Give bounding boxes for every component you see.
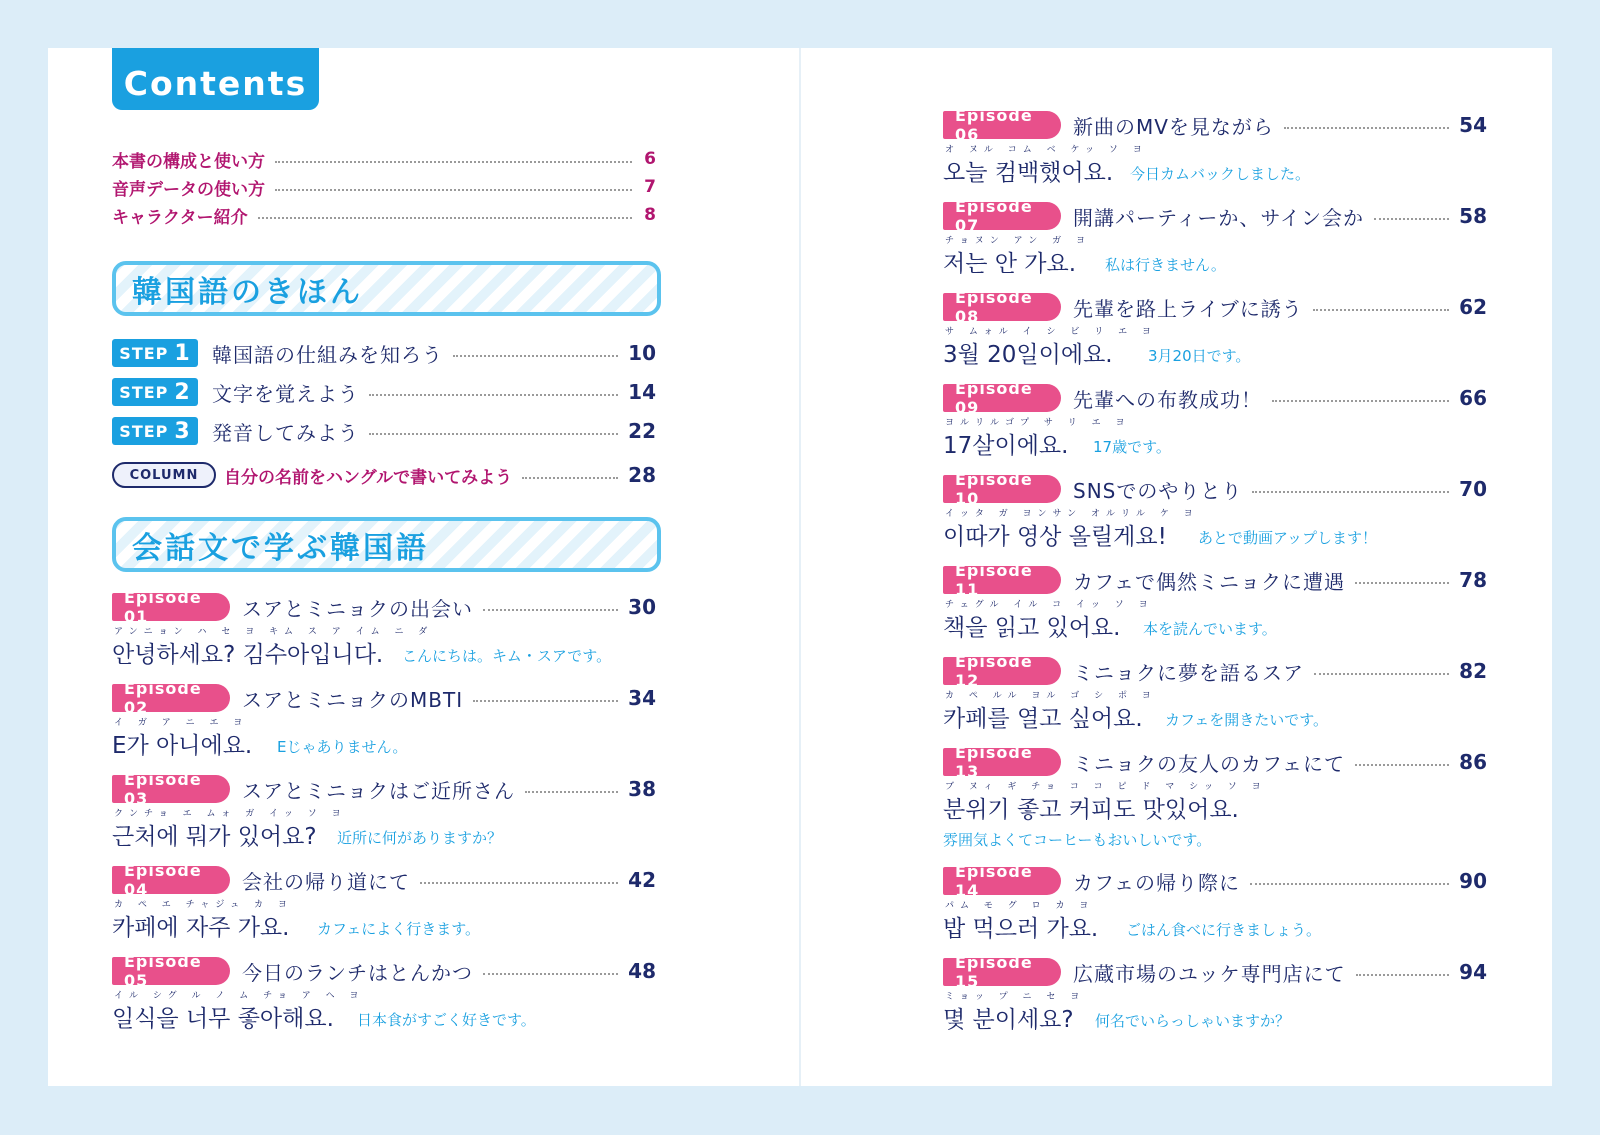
episode-badge: Episode 02 bbox=[112, 684, 230, 712]
toc-page-number: 62 bbox=[1459, 295, 1487, 319]
korean-phrase: 카페를 열고 싶어요. bbox=[943, 706, 1143, 732]
toc-entry-episode[interactable] bbox=[943, 470, 1487, 562]
korean-phrase: 3월 20일이에요. bbox=[943, 342, 1113, 368]
toc-entry-title: SNSでのやりとり bbox=[1073, 478, 1243, 503]
section-heading-basics bbox=[112, 261, 661, 316]
ruby-reading: イ ガ ア ニ エ ヨ bbox=[114, 718, 249, 728]
toc-entry-episode[interactable] bbox=[943, 379, 1487, 471]
ruby-reading: イル シグ ル ノ ム チョ ア ヘ ヨ bbox=[114, 991, 365, 1001]
japanese-translation: こんにちは。キム・スアです。 bbox=[402, 647, 612, 665]
leader-dots bbox=[275, 189, 632, 191]
episode-badge: Episode 07 bbox=[943, 202, 1061, 230]
toc-entry-title: 韓国語の仕組みを知ろう bbox=[212, 342, 443, 367]
episode-badge: Episode 01 bbox=[112, 593, 230, 621]
toc-page-number: 54 bbox=[1459, 113, 1487, 137]
korean-phrase: 안녕하세요? 김수아입니다. bbox=[112, 642, 384, 668]
toc-page-number: 70 bbox=[1459, 477, 1487, 501]
book-gutter bbox=[799, 48, 801, 1086]
toc-entry-episode[interactable] bbox=[943, 288, 1487, 380]
japanese-translation: 今日カムバックしました。 bbox=[1130, 165, 1311, 183]
korean-phrase: 밥 먹으러 가요. bbox=[943, 916, 1099, 942]
toc-entry-intro[interactable] bbox=[112, 202, 656, 228]
toc-entry-step[interactable] bbox=[112, 416, 656, 446]
japanese-translation: ごはん食べに行きましょう。 bbox=[1126, 921, 1322, 939]
toc-entry-title: 自分の名前をハングルで書いてみよう bbox=[224, 467, 513, 488]
leader-dots bbox=[525, 791, 618, 793]
japanese-translation: 私は行きません。 bbox=[1105, 256, 1226, 274]
toc-page-number: 30 bbox=[628, 595, 656, 619]
toc-entry-episode[interactable] bbox=[943, 953, 1487, 1045]
leader-dots bbox=[1250, 883, 1449, 885]
leader-dots bbox=[1313, 309, 1449, 311]
korean-phrase: 이따가 영상 올릴게요! bbox=[943, 524, 1167, 550]
ruby-reading: カ ペ ルル ヨル ゴ シ ポ ヨ bbox=[945, 691, 1157, 701]
toc-entry-title: 本書の構成と使い方 bbox=[112, 151, 265, 172]
korean-phrase: 몇 분이세요? bbox=[943, 1007, 1074, 1033]
toc-entry-title: スアとミニョクのMBTI bbox=[242, 687, 464, 712]
episode-badge: Episode 09 bbox=[943, 384, 1061, 412]
toc-entry-title: ミニョクの友人のカフェにて bbox=[1073, 751, 1345, 776]
episode-badge: Episode 15 bbox=[943, 958, 1061, 986]
leader-dots bbox=[1356, 974, 1450, 976]
toc-entry-episode[interactable] bbox=[943, 652, 1487, 744]
japanese-translation: カフェを開きたいです。 bbox=[1165, 711, 1329, 729]
toc-page-number: 10 bbox=[628, 341, 656, 365]
toc-page-number: 66 bbox=[1459, 386, 1487, 410]
japanese-translation: 3月20日です。 bbox=[1148, 347, 1251, 365]
episode-badge: Episode 11 bbox=[943, 566, 1061, 594]
ruby-reading: パム モ グ ロ カ ヨ bbox=[945, 901, 1095, 911]
ruby-reading: ヨルリルゴプ サ リ エ ヨ bbox=[945, 418, 1131, 428]
japanese-translation: カフェによく行きます。 bbox=[317, 920, 481, 938]
toc-entry-episode[interactable] bbox=[112, 588, 656, 680]
leader-dots bbox=[1272, 400, 1449, 402]
section-heading-conversation bbox=[112, 517, 661, 572]
toc-entry-title: キャラクター紹介 bbox=[112, 207, 248, 228]
toc-entry-title: 会社の帰り道にて bbox=[242, 869, 410, 894]
leader-dots bbox=[1314, 673, 1449, 675]
toc-page-number: 8 bbox=[644, 205, 656, 225]
japanese-translation: あとで動画アップします！ bbox=[1198, 529, 1377, 547]
korean-phrase: E가 아니에요. bbox=[112, 733, 253, 759]
toc-page-number: 90 bbox=[1459, 869, 1487, 893]
toc-page-number: 86 bbox=[1459, 750, 1487, 774]
toc-entry-title: 今日のランチはとんかつ bbox=[242, 960, 473, 985]
toc-page-number: 78 bbox=[1459, 568, 1487, 592]
ruby-reading: ブ ヌィ ギ チョ コ コ ピ ド マ シッ ソ ヨ bbox=[945, 782, 1267, 792]
ruby-reading: オ ヌル コム ベ ケッ ソ ヨ bbox=[945, 145, 1148, 155]
section-title: 会話文で学ぶ韓国語 bbox=[132, 530, 429, 566]
leader-dots bbox=[258, 217, 632, 219]
leader-dots bbox=[483, 609, 618, 611]
step-badge: STEP 1 bbox=[112, 339, 198, 367]
toc-entry-intro[interactable] bbox=[112, 174, 656, 200]
toc-entry-title: スアとミニョクの出会い bbox=[242, 596, 473, 621]
step-badge: STEP 2 bbox=[112, 378, 198, 406]
episode-badge: Episode 10 bbox=[943, 475, 1061, 503]
leader-dots bbox=[1355, 764, 1449, 766]
toc-entry-episode[interactable] bbox=[112, 679, 656, 771]
toc-entry-title: 新曲のMVを見ながら bbox=[1073, 114, 1274, 139]
episode-badge: Episode 13 bbox=[943, 748, 1061, 776]
japanese-translation: 何名でいらっしゃいますか？ bbox=[1095, 1012, 1291, 1030]
toc-entry-title: スアとミニョクはご近所さん bbox=[242, 778, 515, 803]
leader-dots bbox=[483, 973, 618, 975]
toc-entry-title: 文字を覚えよう bbox=[212, 381, 359, 406]
ruby-reading: チェグル イル コ イッ ソ ヨ bbox=[945, 600, 1154, 610]
leader-dots bbox=[1284, 127, 1449, 129]
episode-badge: Episode 05 bbox=[112, 957, 230, 985]
toc-page-number: 22 bbox=[628, 419, 656, 443]
korean-phrase: 카페에 자주 가요. bbox=[112, 915, 290, 941]
toc-page-number: 6 bbox=[644, 149, 656, 169]
korean-phrase: 일식을 너무 좋아해요. bbox=[112, 1006, 334, 1032]
toc-entry-episode[interactable] bbox=[943, 106, 1487, 198]
toc-page-number: 28 bbox=[628, 463, 656, 487]
episode-badge: Episode 08 bbox=[943, 293, 1061, 321]
toc-entry-episode[interactable] bbox=[943, 561, 1487, 653]
toc-entry-intro[interactable] bbox=[112, 146, 656, 172]
section-title: 韓国語のきほん bbox=[132, 274, 363, 310]
ruby-reading: チョヌン アン ガ ヨ bbox=[945, 236, 1091, 246]
korean-phrase: 17살이에요. bbox=[943, 433, 1069, 459]
step-badge: STEP 3 bbox=[112, 417, 198, 445]
episode-badge: Episode 06 bbox=[943, 111, 1061, 139]
toc-entry-title: 音声データの使い方 bbox=[112, 179, 265, 200]
episode-badge: Episode 14 bbox=[943, 867, 1061, 895]
toc-page-number: 94 bbox=[1459, 960, 1487, 984]
toc-entry-title: ミニョクに夢を語るスア bbox=[1073, 660, 1304, 685]
leader-dots bbox=[420, 882, 618, 884]
contents-heading: Contents bbox=[112, 48, 319, 110]
toc-entry-title: 先輩を路上ライブに誘う bbox=[1073, 296, 1303, 321]
toc-entry-title: 発音してみよう bbox=[212, 420, 359, 445]
episode-badge: Episode 12 bbox=[943, 657, 1061, 685]
episode-badge: Episode 03 bbox=[112, 775, 230, 803]
toc-page-number: 14 bbox=[628, 380, 656, 404]
toc-page-number: 48 bbox=[628, 959, 656, 983]
korean-phrase: 근처에 뭐가 있어요? bbox=[112, 824, 317, 850]
toc-entry-step[interactable] bbox=[112, 338, 656, 368]
japanese-translation: 近所に何がありますか？ bbox=[337, 829, 503, 847]
japanese-translation: Eじゃありません。 bbox=[277, 738, 408, 756]
leader-dots bbox=[275, 161, 632, 163]
toc-page-number: 42 bbox=[628, 868, 656, 892]
ruby-reading: カ ペ エ チャジュ カ ヨ bbox=[114, 900, 293, 910]
leader-dots bbox=[369, 433, 618, 435]
ruby-reading: アンニョン ハ セ ヨ キム ス ア イム ニ ダ bbox=[114, 627, 434, 637]
leader-dots bbox=[1355, 582, 1449, 584]
korean-phrase: 분위기 좋고 커피도 맛있어요. bbox=[943, 797, 1239, 823]
toc-page-number: 82 bbox=[1459, 659, 1487, 683]
korean-phrase: 오늘 컴백했어요. bbox=[943, 160, 1114, 186]
toc-entry-step[interactable] bbox=[112, 377, 656, 407]
toc-entry-episode[interactable] bbox=[943, 743, 1487, 849]
leader-dots bbox=[1374, 218, 1449, 220]
toc-page-number: 38 bbox=[628, 777, 656, 801]
japanese-translation: 雰囲気よくてコーヒーもおいしいです。 bbox=[943, 831, 1212, 849]
ruby-reading: クンチョ エ ムォ ガ イッ ソ ヨ bbox=[114, 809, 347, 819]
toc-entry-episode[interactable] bbox=[112, 770, 656, 862]
japanese-translation: 17歳です。 bbox=[1093, 438, 1171, 456]
column-badge: COLUMN bbox=[112, 462, 216, 488]
leader-dots bbox=[1252, 491, 1449, 493]
toc-entry-column[interactable] bbox=[112, 460, 656, 490]
toc-entry-episode[interactable] bbox=[943, 862, 1487, 954]
ruby-reading: サ ムォル イ シ ビ リ エ ヨ bbox=[945, 327, 1157, 337]
japanese-translation: 本を読んでいます。 bbox=[1143, 620, 1277, 638]
toc-entry-episode[interactable] bbox=[943, 197, 1487, 289]
leader-dots bbox=[369, 394, 618, 396]
toc-page-number: 7 bbox=[644, 177, 656, 197]
ruby-reading: イッタ ガ ヨンサン オルリル ケ ヨ bbox=[945, 509, 1199, 519]
toc-page-number: 34 bbox=[628, 686, 656, 710]
korean-phrase: 책을 읽고 있어요. bbox=[943, 615, 1121, 641]
toc-entry-title: 先輩への布教成功！ bbox=[1073, 387, 1262, 412]
japanese-translation: 日本食がすごく好きです。 bbox=[357, 1011, 536, 1029]
leader-dots bbox=[522, 477, 618, 479]
leader-dots bbox=[473, 700, 618, 702]
toc-entry-title: 開講パーティーか、サイン会か bbox=[1073, 205, 1364, 230]
leader-dots bbox=[453, 355, 618, 357]
toc-page-number: 58 bbox=[1459, 204, 1487, 228]
toc-entry-title: カフェの帰り際に bbox=[1073, 870, 1240, 895]
toc-entry-episode[interactable] bbox=[112, 952, 656, 1044]
toc-entry-title: カフェで偶然ミニョクに遭遇 bbox=[1073, 569, 1345, 594]
ruby-reading: ミョッ プ ニ セ ヨ bbox=[945, 992, 1086, 1002]
toc-entry-episode[interactable] bbox=[112, 861, 656, 953]
episode-badge: Episode 04 bbox=[112, 866, 230, 894]
korean-phrase: 저는 안 가요. bbox=[943, 251, 1077, 277]
toc-entry-title: 広蔵市場のユッケ専門店にて bbox=[1073, 961, 1346, 986]
